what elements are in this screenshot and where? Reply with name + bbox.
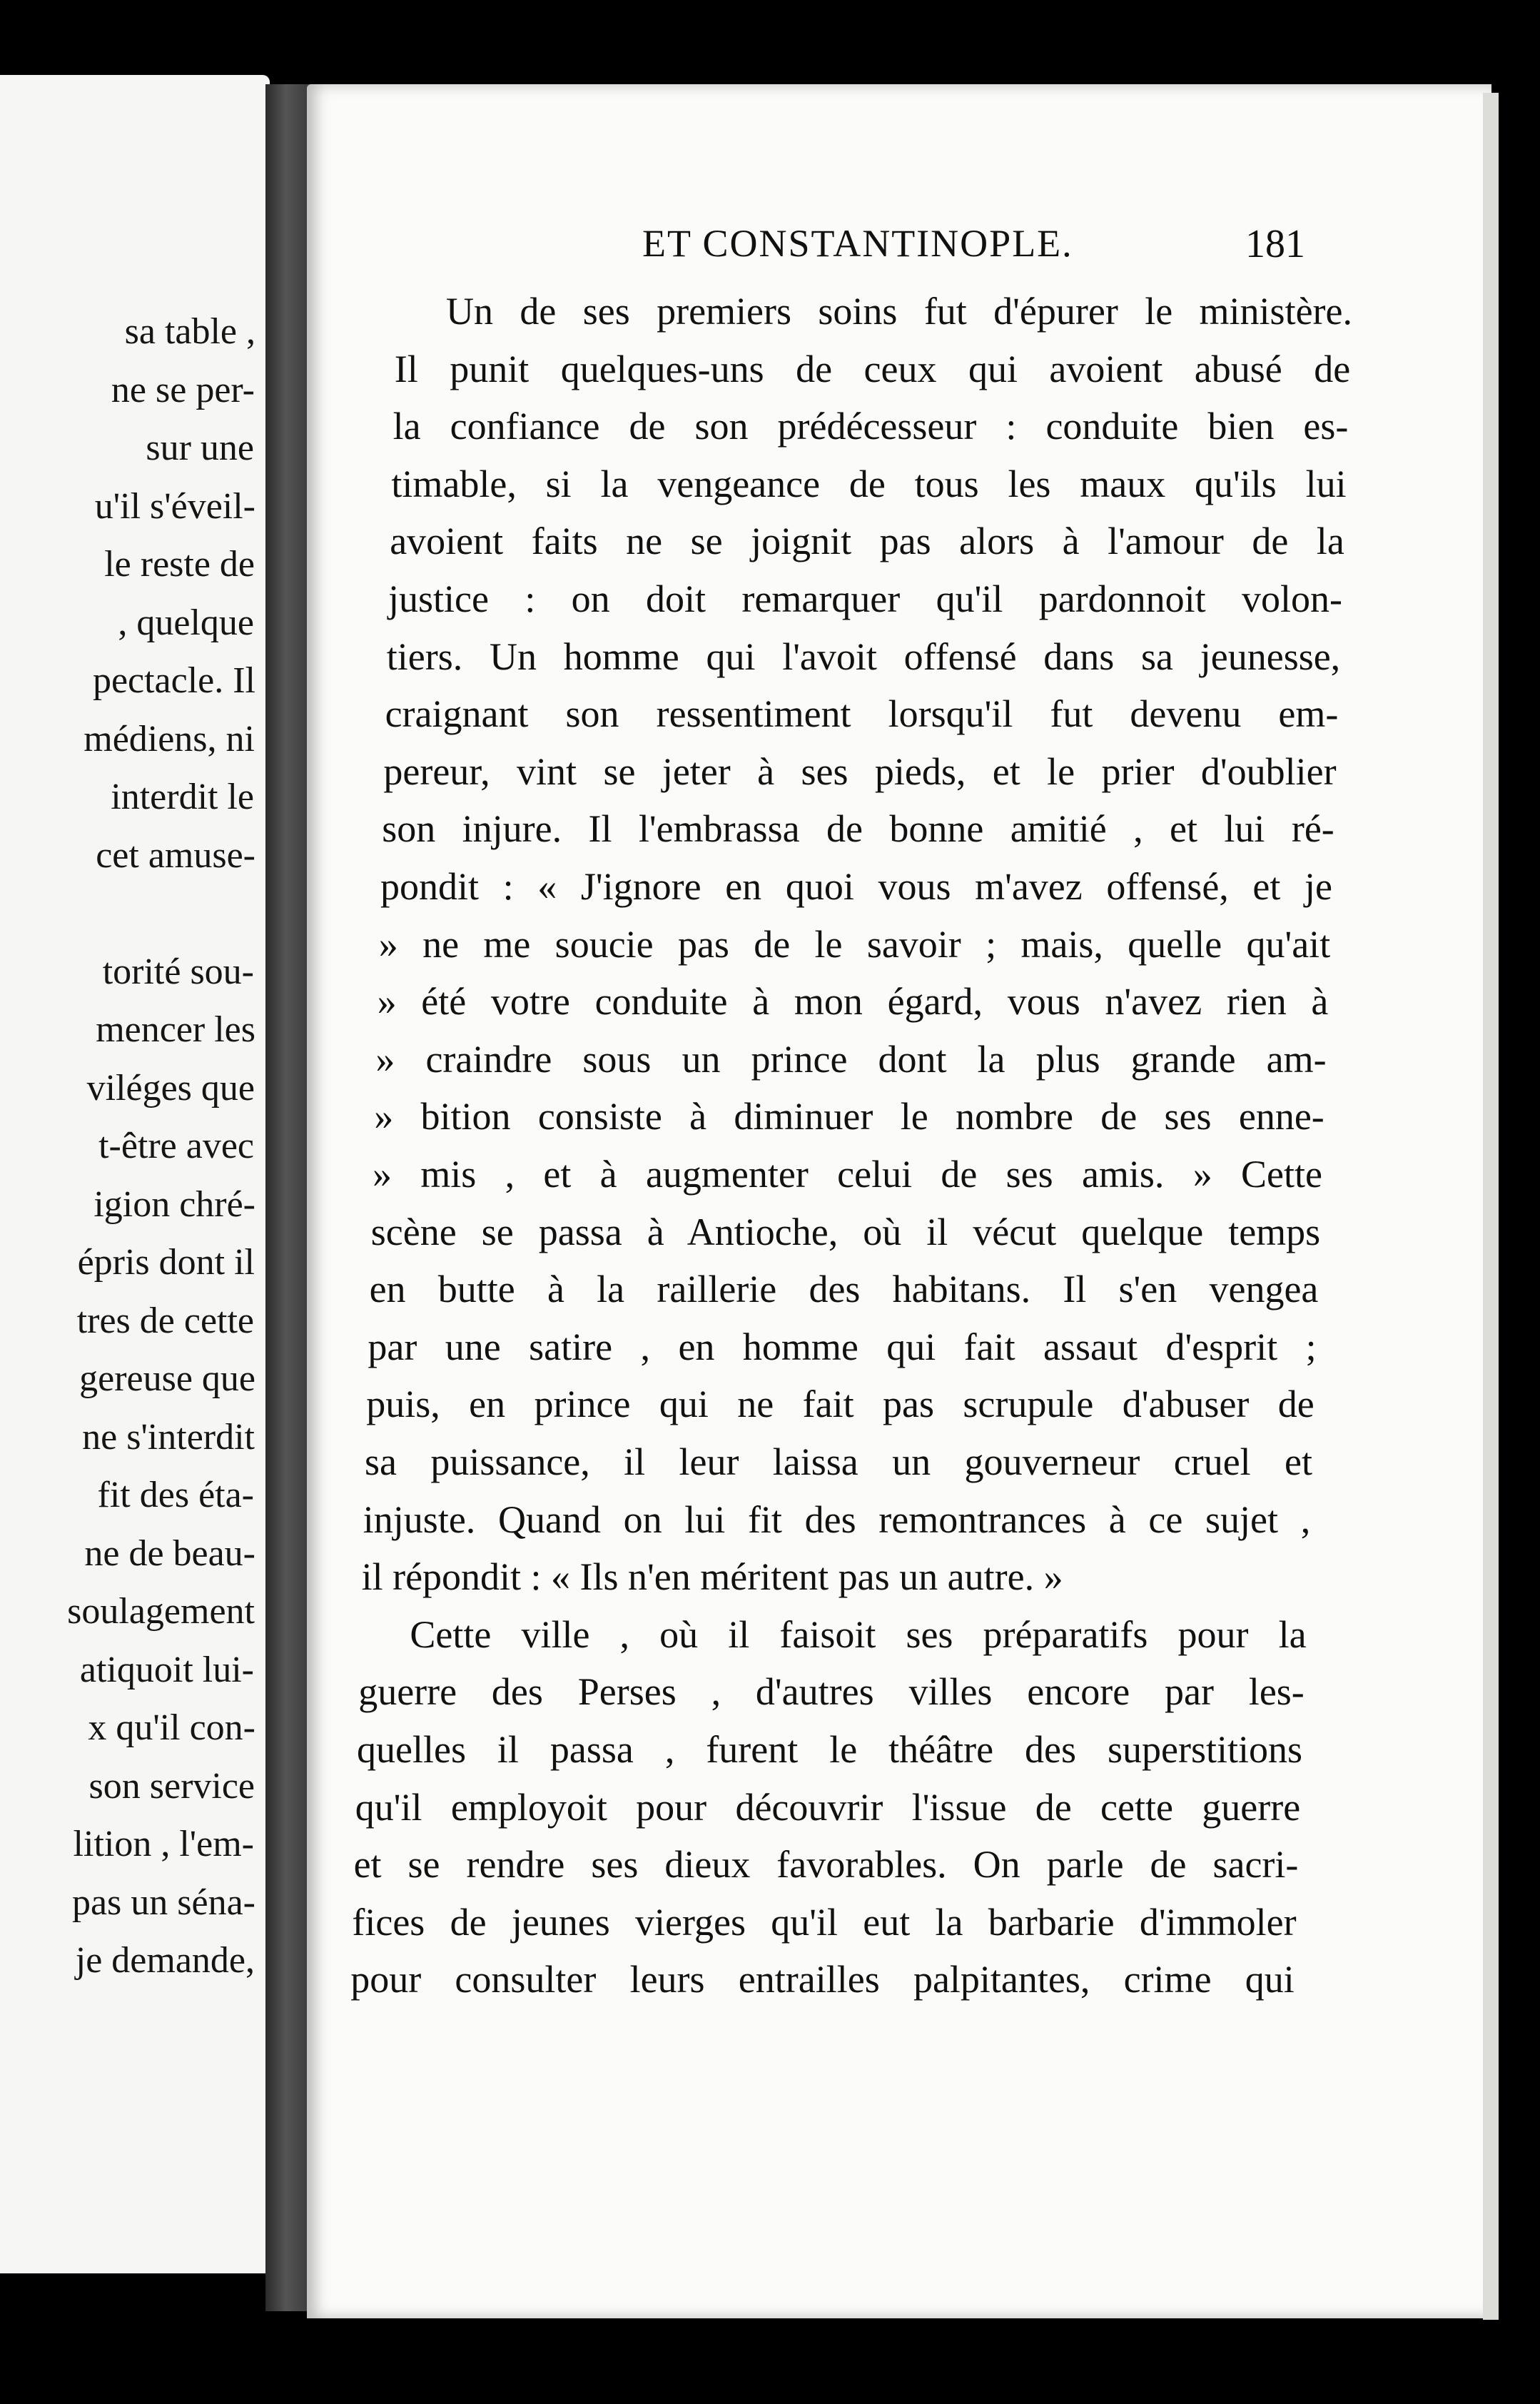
text-line: la confiance de son prédécesseur : conduite bien es-: [392, 405, 1349, 448]
text-line: Il punit quelques-uns de ceux qui avoient abusé de: [394, 347, 1351, 390]
text-line: sa puissance, il leur laissa un gouverneur cruel et: [365, 1440, 1312, 1483]
text-line: puis, en prince qui ne fait pas scrupule d'abuser de: [366, 1383, 1314, 1426]
left-page-line: igion chré-: [93, 1183, 255, 1225]
text-line: » craindre sous un prince dont la plus grande am-: [375, 1037, 1327, 1081]
text-line: timable, si la vengeance de tous les maux qu'ils lui: [391, 462, 1347, 505]
text-line: pondit : « J'ignore en quoi vous m'avez offensé, et je: [380, 865, 1332, 908]
running-head: ET CONSTANTINOPLE.: [642, 222, 1073, 265]
text-line: scène se passa à Antioche, où il vécut quelque temps: [370, 1210, 1321, 1253]
left-page-line: pectacle. Il: [92, 660, 255, 701]
text-line: fices de jeunes vierges qu'il eut la barbarie d'immoler: [352, 1900, 1297, 1944]
left-page-line: x qu'il con-: [88, 1707, 255, 1748]
left-page-line: viléges que: [86, 1067, 255, 1108]
left-page-line: interdit le: [111, 777, 254, 817]
left-page-line: cet amuse-: [96, 834, 255, 876]
left-page-line: mencer les: [96, 1009, 255, 1050]
text-line: justice : on doit remarquer qu'il pardonnoit volon-: [388, 577, 1342, 620]
left-page-line: u'il s'éveil-: [94, 485, 255, 527]
text-line: Cette ville , où il faisoit ses préparatifs pour la: [410, 1612, 1307, 1656]
left-page-line: le reste de: [104, 544, 255, 585]
text-line: Un de ses premiers soins fut d'épurer le ministère.: [446, 290, 1352, 333]
text-line: avoient faits ne se joignit pas alors à l'amour de la: [390, 520, 1344, 563]
left-page-line: sur une: [146, 428, 254, 468]
left-page-line: ne s'interdit: [82, 1416, 255, 1458]
page-number: 181: [1245, 222, 1305, 266]
left-page-line: son service: [88, 1765, 255, 1807]
left-page-line: médiens, ni: [83, 718, 255, 759]
left-page-line: pas un séna-: [71, 1882, 255, 1923]
left-page: [0, 75, 270, 2273]
left-page-line: lition , l'em-: [73, 1824, 254, 1864]
left-page-line: sa table ,: [124, 311, 255, 352]
page-edge: [1483, 93, 1499, 2320]
text-line: et se rendre ses dieux favorables. On parle de sacri-: [353, 1843, 1299, 1887]
left-page-line: , quelque: [118, 602, 254, 643]
left-page-line: gereuse que: [79, 1358, 255, 1399]
left-page-line: épris dont il: [77, 1242, 255, 1283]
text-line: pour consulter leurs entrailles palpitantes, crime qui: [350, 1958, 1295, 2001]
left-page-line: ne de beau-: [84, 1532, 255, 1574]
left-page-line: atiquoit lui-: [79, 1649, 254, 1690]
text-line: tiers. Un homme qui l'avoit offensé dans sa jeunesse,: [386, 635, 1341, 678]
text-line: en butte à la raillerie des habitans. Il s'en vengea: [369, 1268, 1319, 1311]
text-line: son injure. Il l'embrassa de bonne amitié , et lui ré-: [382, 807, 1334, 851]
left-page-line: je demande,: [75, 1940, 255, 1981]
left-page-line: tres de cette: [76, 1300, 254, 1341]
text-line: il répondit : « Ils n'en méritent pas un autre. »: [361, 1555, 1063, 1599]
text-line: guerre des Perses , d'autres villes encore par les-: [358, 1670, 1305, 1714]
text-line: par une satire , en homme qui fait assaut d'esprit ;: [368, 1325, 1317, 1368]
text-line: qu'il employoit pour découvrir l'issue de cette guerre: [355, 1785, 1301, 1829]
text-line: craignant son ressentiment lorsqu'il fut devenu em-: [385, 692, 1339, 736]
text-line: » été votre conduite à mon égard, vous n'avez rien à: [377, 980, 1329, 1024]
left-page-line: fit des éta-: [97, 1475, 254, 1515]
text-line: injuste. Quand on lui fit des remontrances à ce sujet ,: [363, 1498, 1311, 1541]
left-page-line: t-être avec: [98, 1126, 254, 1166]
left-page-line: torité sou-: [102, 951, 254, 992]
text-line: quelles il passa , furent le théâtre des superstitions: [357, 1728, 1302, 1771]
text-line: » mis , et à augmenter celui de ses amis. » Cette: [373, 1153, 1322, 1196]
left-page-line: soulagement: [67, 1591, 255, 1632]
text-line: pereur, vint se jeter à ses pieds, et le prier d'oublier: [383, 749, 1337, 793]
text-line: » ne me soucie pas de le savoir ; mais, quelle qu'ait: [378, 922, 1331, 966]
text-line: » bition consiste à diminuer le nombre de ses enne-: [374, 1095, 1324, 1138]
left-page-line: ne se per-: [111, 369, 255, 410]
book-spine: [265, 84, 311, 2311]
